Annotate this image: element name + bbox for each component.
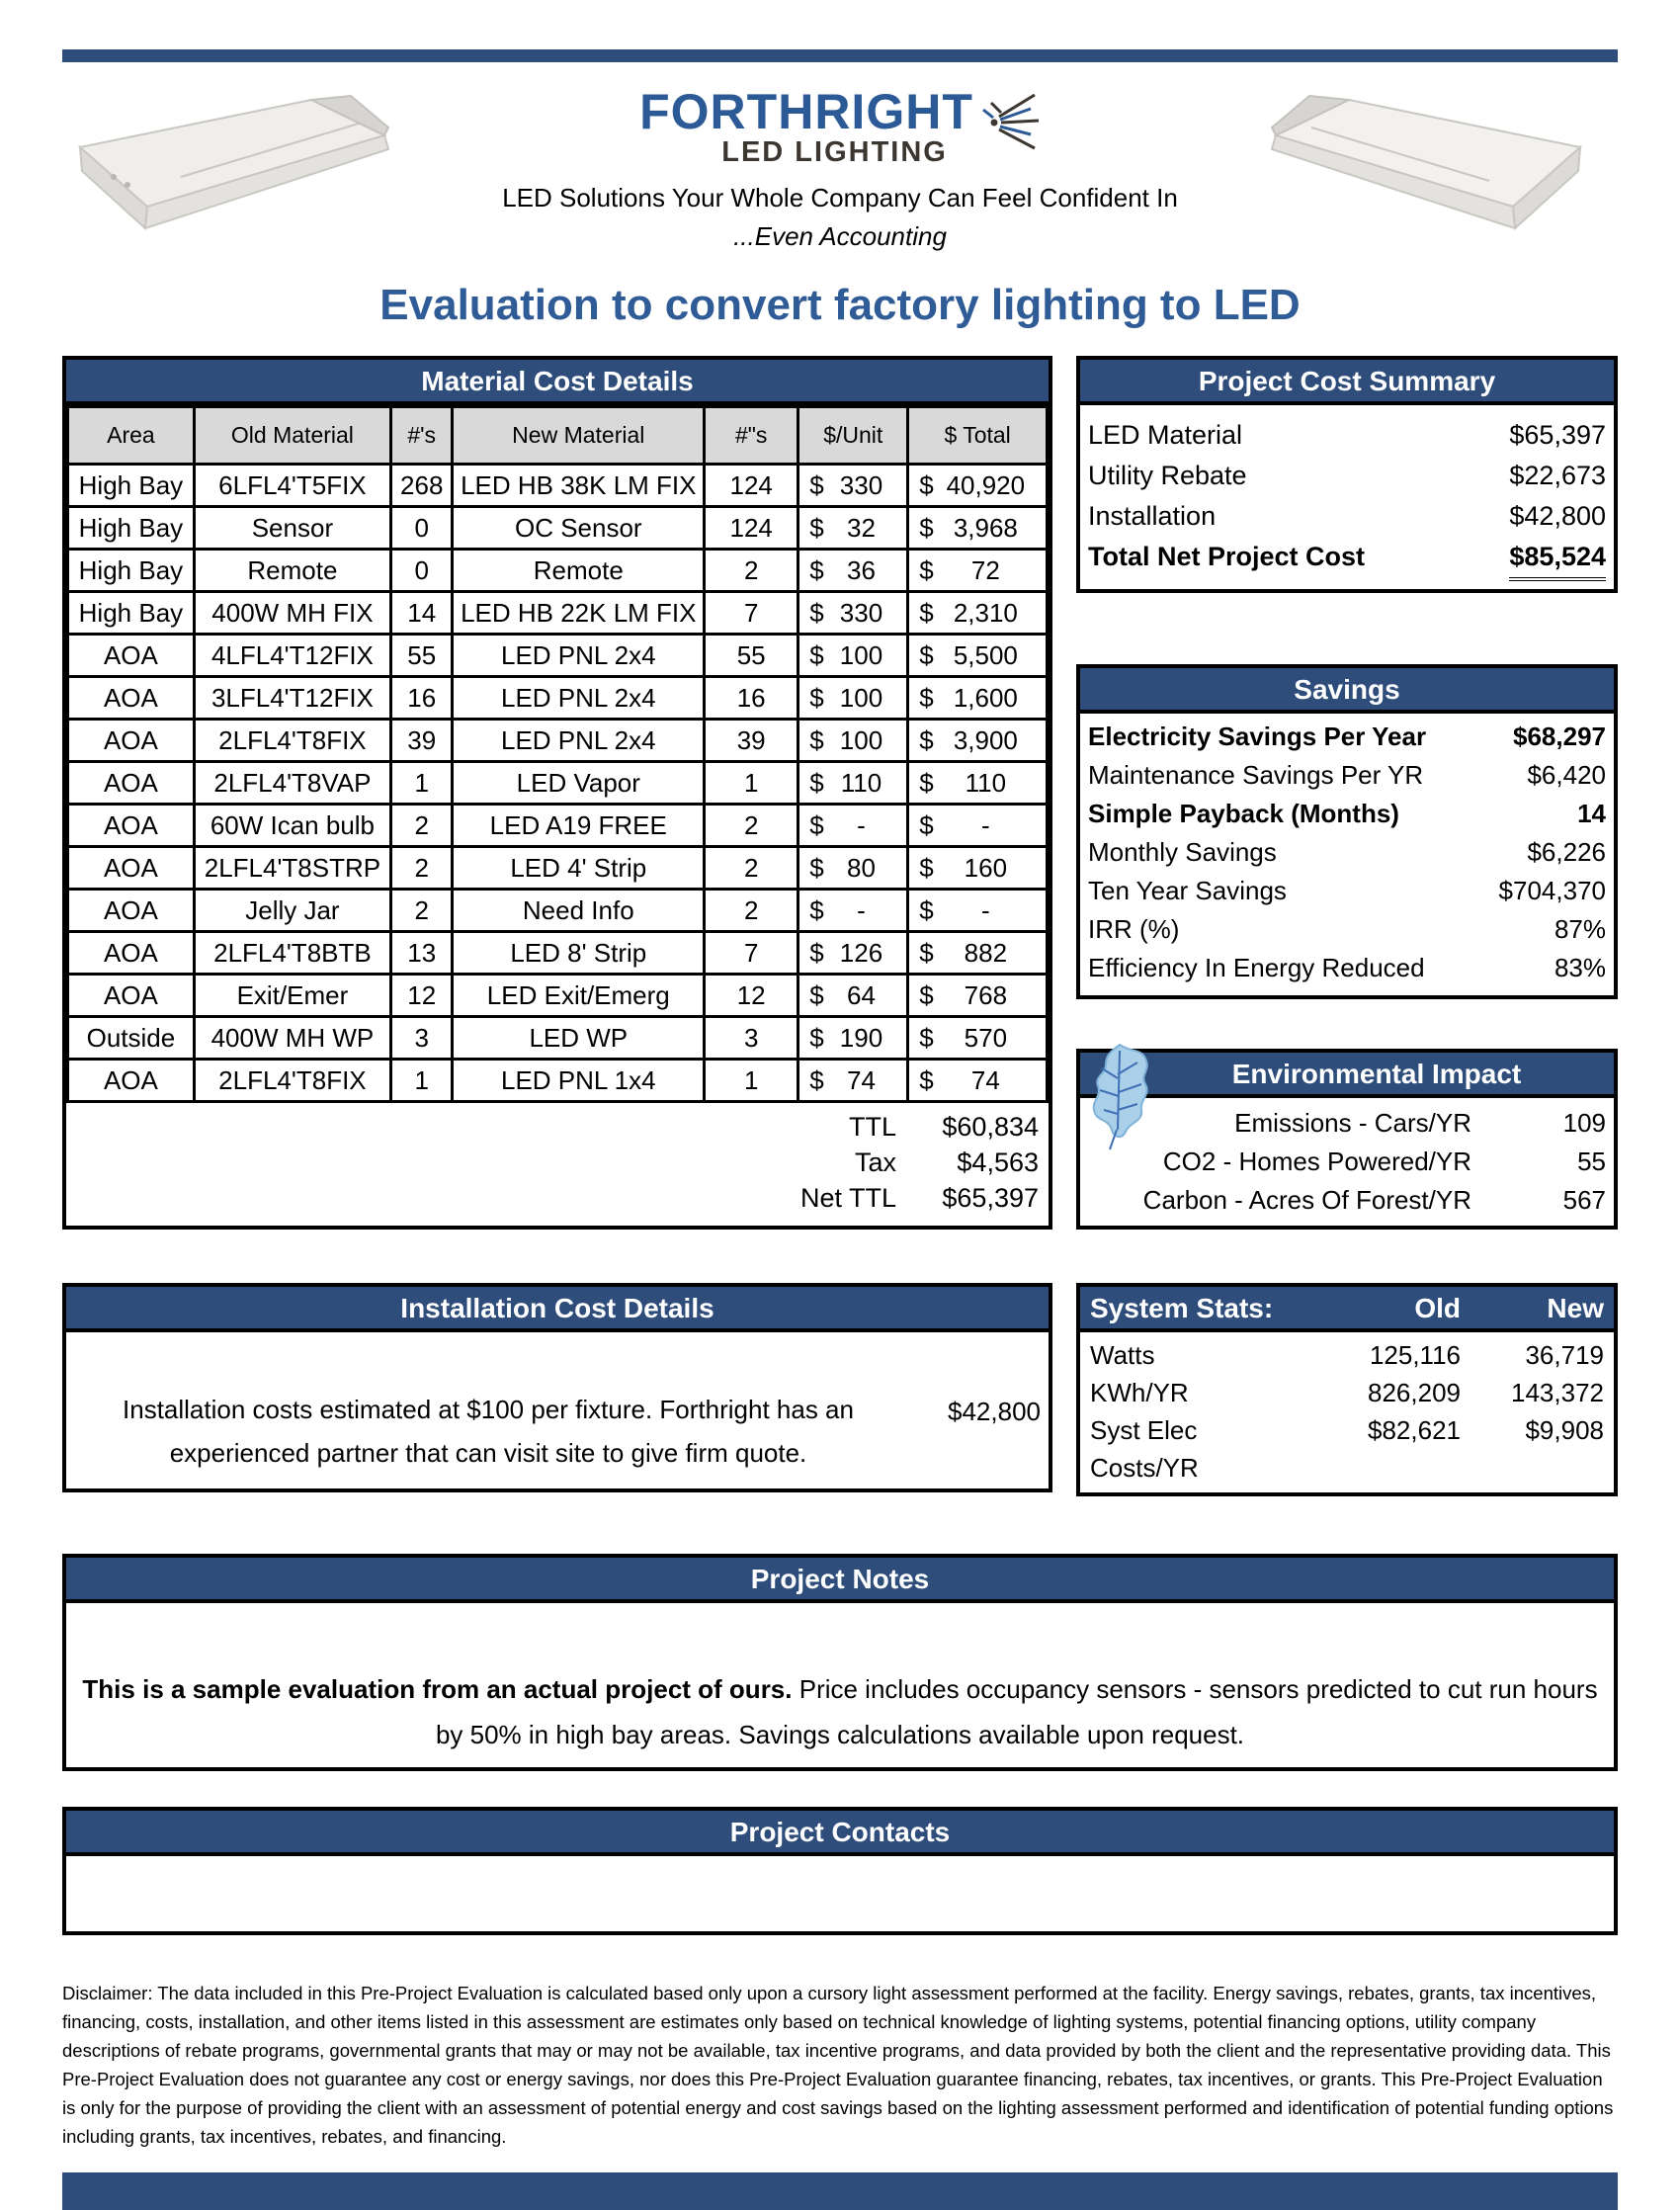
savings-row: [1088, 795, 1606, 833]
cell-new-qty: 2: [705, 847, 798, 890]
stat-old-value: 125,116: [1369, 1340, 1461, 1370]
material-cost-panel: [62, 356, 1052, 1230]
cell-old-qty: 268: [391, 465, 453, 507]
project-cost-summary-panel: [1076, 356, 1618, 593]
material-row: [68, 1017, 1048, 1060]
cell-new-material: LED 4' Strip: [453, 847, 705, 890]
cell-new-material: LED PNL 2x4: [453, 720, 705, 762]
cell-new-material: LED Exit/Emerg: [453, 975, 705, 1017]
cell-old-qty: 1: [391, 762, 453, 805]
cell-new-material: LED PNL 1x4: [453, 1060, 705, 1102]
cell-unit-price: [798, 1017, 908, 1060]
currency-symbol: $: [919, 469, 934, 500]
amount: 72: [970, 554, 1000, 585]
cell-old-material: Sensor: [194, 507, 390, 550]
installation-amount: $42,800: [948, 1397, 1041, 1426]
currency-symbol: $: [919, 809, 934, 840]
cell-old-material: 2LFL4'T8VAP: [194, 762, 390, 805]
cell-old-qty: 39: [391, 720, 453, 762]
cell-old-material: Jelly Jar: [194, 890, 390, 932]
cell-old-material: 400W MH FIX: [194, 592, 390, 635]
cell-area: High Bay: [68, 592, 195, 635]
bottom-divider: [62, 2172, 1618, 2210]
currency-symbol: $: [809, 1022, 824, 1053]
net-total-row: [66, 1180, 1045, 1216]
cell-total-price: [908, 465, 1048, 507]
material-row: [68, 975, 1048, 1017]
tax-row: [66, 1145, 1045, 1180]
currency-symbol: $: [919, 852, 934, 883]
system-stat-row: [1090, 1374, 1604, 1411]
cell-old-material: Exit/Emer: [194, 975, 390, 1017]
col-header-old: Old: [1414, 1293, 1461, 1323]
cell-old-material: 4LFL4'T12FIX: [194, 635, 390, 677]
environmental-row: [1088, 1181, 1606, 1220]
currency-symbol: $: [809, 937, 824, 968]
cell-unit-price: [798, 720, 908, 762]
cell-old-qty: 12: [391, 975, 453, 1017]
cell-total-price: [908, 890, 1048, 932]
savings-row: [1088, 756, 1606, 795]
amount: 100: [839, 724, 883, 755]
material-row: [68, 550, 1048, 592]
amount: 100: [839, 682, 883, 713]
environmental-value: 567: [1562, 1185, 1606, 1215]
material-row: [68, 805, 1048, 847]
cell-new-qty: 12: [705, 975, 798, 1017]
summary-total-row: [1088, 537, 1606, 581]
amount: 768: [964, 979, 1008, 1010]
project-notes-rest: Price includes occupancy sensors - sensors predicted to cut run hours by 50% in high bay areas. Savings calculations available upon request.: [435, 1674, 1598, 1749]
cell-total-price: [908, 762, 1048, 805]
cell-total-price: [908, 805, 1048, 847]
summary-total-label: Total Net Project Cost: [1088, 542, 1366, 571]
currency-symbol: $: [809, 767, 824, 798]
amount: -: [981, 809, 990, 840]
cell-unit-price: [798, 890, 908, 932]
led-fixture-photo-left: [62, 86, 398, 254]
col-header-unit-price: $/Unit: [798, 407, 908, 465]
environmental-row: [1088, 1104, 1606, 1143]
currency-symbol: $: [919, 597, 934, 628]
cell-area: AOA: [68, 847, 195, 890]
amount: 80: [847, 852, 876, 883]
amount: 160: [964, 852, 1008, 883]
stat-old-value: 826,209: [1368, 1378, 1461, 1407]
col-header-new-material: New Material: [453, 407, 705, 465]
material-cost-title: Material Cost Details: [66, 360, 1049, 405]
disclaimer-text: Disclaimer: The data included in this Pre-Project Evaluation is calculated based only upon a cursory light assessment performed at the facility. Energy savings, rebates, grants, tax incentives, financing, costs, installation, and other items listed in this assessment are estimates only based on technical knowledge of lighting systems, potential financing options, utility company descriptions of rebate programs, governmental grants that may or may not be available, tax incentive programs, and data provided by both the client and the representative providing data. This Pre-Project Evaluation does not guarantee any cost or energy savings, nor does this Pre-Project Evaluation guarantee financing, rebates, tax incentives, or grants. This Pre-Project Evaluation is only for the purpose of providing the client with an assessment of potential energy and cost savings based on the lighting assessment performed and identification of potential funding options including grants, tax incentives, rebates, and financing.: [62, 1983, 1614, 2147]
system-stats-panel: [1076, 1283, 1618, 1496]
currency-symbol: $: [919, 1022, 934, 1053]
currency-symbol: $: [809, 724, 824, 755]
system-stat-row: [1090, 1411, 1604, 1487]
cell-new-qty: 2: [705, 890, 798, 932]
currency-symbol: $: [919, 894, 934, 925]
savings-value: 14: [1577, 799, 1606, 828]
amount: 74: [847, 1064, 876, 1095]
cell-area: Outside: [68, 1017, 195, 1060]
project-contacts-panel: [62, 1807, 1618, 1935]
amount: 2,310: [953, 597, 1018, 628]
savings-label: Electricity Savings Per Year: [1088, 722, 1427, 751]
summary-label: Installation: [1088, 501, 1217, 531]
stat-new-value: 143,372: [1511, 1378, 1604, 1407]
cell-old-qty: 2: [391, 890, 453, 932]
summary-value: $42,800: [1509, 501, 1606, 531]
summary-row: [1088, 456, 1606, 496]
cell-unit-price: [798, 465, 908, 507]
stat-new-value: 36,719: [1525, 1340, 1604, 1370]
top-divider: [62, 49, 1618, 62]
currency-symbol: $: [809, 1064, 824, 1095]
material-row: [68, 677, 1048, 720]
cell-old-qty: 16: [391, 677, 453, 720]
cell-new-material: LED Vapor: [453, 762, 705, 805]
cell-new-qty: 3: [705, 1017, 798, 1060]
cell-new-qty: 16: [705, 677, 798, 720]
cell-total-price: [908, 677, 1048, 720]
material-table-body: [68, 465, 1048, 1102]
cell-area: AOA: [68, 720, 195, 762]
material-row: [68, 762, 1048, 805]
savings-value: $6,226: [1527, 837, 1606, 867]
cell-old-material: 400W MH WP: [194, 1017, 390, 1060]
material-row: [68, 635, 1048, 677]
stat-new-value: $9,908: [1525, 1415, 1604, 1445]
savings-title: Savings: [1080, 668, 1614, 714]
summary-row: [1088, 415, 1606, 456]
summary-value: $65,397: [1509, 420, 1606, 450]
total-value: $60,834: [942, 1112, 1039, 1142]
amount: 110: [965, 767, 1007, 798]
cell-total-price: [908, 932, 1048, 975]
cell-unit-price: [798, 932, 908, 975]
cell-new-qty: 1: [705, 762, 798, 805]
net-total-value: $65,397: [942, 1183, 1039, 1213]
system-stat-row: [1090, 1336, 1604, 1374]
col-header-new: New: [1547, 1293, 1604, 1323]
savings-value: $68,297: [1513, 722, 1606, 751]
tagline-accounting: ...Even Accounting: [733, 221, 947, 251]
project-contacts-title: Project Contacts: [66, 1811, 1614, 1856]
tax-value: $4,563: [957, 1148, 1039, 1177]
document-title: Evaluation to convert factory lighting to LED: [379, 281, 1301, 329]
amount: 74: [970, 1064, 1000, 1095]
cell-new-material: LED A19 FREE: [453, 805, 705, 847]
cell-area: AOA: [68, 635, 195, 677]
savings-row: [1088, 949, 1606, 987]
amount: 32: [847, 512, 876, 543]
cell-total-price: [908, 1060, 1048, 1102]
material-header-row: [68, 407, 1048, 465]
cell-new-material: LED PNL 2x4: [453, 635, 705, 677]
amount: 100: [839, 639, 883, 670]
currency-symbol: $: [809, 469, 824, 500]
currency-symbol: $: [809, 894, 824, 925]
material-row: [68, 720, 1048, 762]
amount: 3,900: [953, 724, 1018, 755]
cell-old-material: 6LFL4'T5FIX: [194, 465, 390, 507]
amount: 126: [839, 937, 883, 968]
cell-old-material: 60W Ican bulb: [194, 805, 390, 847]
cell-old-material: 2LFL4'T8FIX: [194, 720, 390, 762]
cell-total-price: [908, 550, 1048, 592]
col-header-area: Area: [68, 407, 195, 465]
cell-new-qty: 2: [705, 550, 798, 592]
col-header-old-material: Old Material: [194, 407, 390, 465]
currency-symbol: $: [809, 809, 824, 840]
cell-new-material: LED HB 38K LM FIX: [453, 465, 705, 507]
amount: 882: [964, 937, 1008, 968]
amount: 330: [839, 469, 883, 500]
cell-old-material: 2LFL4'T8BTB: [194, 932, 390, 975]
material-row: [68, 507, 1048, 550]
logo-block: [418, 84, 1262, 252]
amount: 40,920: [946, 469, 1026, 500]
amount: 190: [839, 1022, 883, 1053]
currency-symbol: $: [809, 597, 824, 628]
cell-old-qty: 3: [391, 1017, 453, 1060]
currency-symbol: $: [809, 682, 824, 713]
summary-row: [1088, 496, 1606, 537]
material-row: [68, 465, 1048, 507]
cell-old-material: 3LFL4'T12FIX: [194, 677, 390, 720]
cell-area: AOA: [68, 890, 195, 932]
amount: 36: [847, 554, 876, 585]
installation-note: Installation costs estimated at $100 per fixture. Forthright has an experienced partner that can visit site to give firm quote.: [123, 1395, 854, 1468]
summary-value: $22,673: [1509, 461, 1606, 490]
amount: -: [857, 894, 866, 925]
cell-old-qty: 0: [391, 507, 453, 550]
cell-area: AOA: [68, 932, 195, 975]
summary-label: LED Material: [1088, 420, 1243, 450]
cell-old-material: 2LFL4'T8FIX: [194, 1060, 390, 1102]
cell-unit-price: [798, 592, 908, 635]
material-row: [68, 1060, 1048, 1102]
cell-new-qty: 39: [705, 720, 798, 762]
cell-unit-price: [798, 805, 908, 847]
material-cost-table: [66, 405, 1049, 1103]
cell-new-material: LED WP: [453, 1017, 705, 1060]
cell-old-qty: 0: [391, 550, 453, 592]
cell-old-qty: 1: [391, 1060, 453, 1102]
system-stats-title: System Stats:: [1090, 1293, 1274, 1323]
savings-panel: [1076, 664, 1618, 999]
currency-symbol: $: [919, 639, 934, 670]
environmental-label: CO2 - Homes Powered/YR: [1162, 1147, 1471, 1176]
stat-old-value: $82,621: [1368, 1415, 1461, 1445]
cell-area: High Bay: [68, 507, 195, 550]
savings-label: Maintenance Savings Per YR: [1088, 760, 1424, 790]
project-cost-summary-title: Project Cost Summary: [1080, 360, 1614, 405]
savings-label: Efficiency In Energy Reduced: [1088, 953, 1425, 982]
environmental-label: Carbon - Acres Of Forest/YR: [1142, 1185, 1471, 1215]
amount: 110: [840, 767, 882, 798]
material-row: [68, 890, 1048, 932]
cell-area: AOA: [68, 762, 195, 805]
material-row: [68, 847, 1048, 890]
stat-label: Watts: [1090, 1340, 1155, 1370]
tax-label: Tax: [854, 1148, 896, 1177]
currency-symbol: $: [919, 979, 934, 1010]
summary-label: Utility Rebate: [1088, 461, 1247, 490]
col-header-old-qty: #'s: [391, 407, 453, 465]
savings-value: 83%: [1554, 953, 1606, 982]
cell-new-material: Need Info: [453, 890, 705, 932]
savings-label: Monthly Savings: [1088, 837, 1277, 867]
col-header-new-qty: #"s: [705, 407, 798, 465]
currency-symbol: $: [809, 979, 824, 1010]
currency-symbol: $: [919, 767, 934, 798]
savings-row: [1088, 718, 1606, 756]
cell-old-qty: 55: [391, 635, 453, 677]
currency-symbol: $: [809, 639, 824, 670]
project-notes-panel: [62, 1554, 1618, 1771]
environmental-impact-panel: [1076, 1049, 1618, 1230]
savings-row: [1088, 872, 1606, 910]
cell-unit-price: [798, 507, 908, 550]
stat-label: Syst Elec Costs/YR: [1090, 1415, 1199, 1483]
masthead: [62, 68, 1618, 271]
leaf-icon: [1082, 1039, 1159, 1155]
cell-new-qty: 7: [705, 592, 798, 635]
project-notes-bold: This is a sample evaluation from an actual project of ours.: [82, 1674, 793, 1704]
cell-old-qty: 13: [391, 932, 453, 975]
savings-value: $6,420: [1527, 760, 1606, 790]
cell-area: High Bay: [68, 465, 195, 507]
stat-label: KWh/YR: [1090, 1378, 1189, 1407]
cell-old-qty: 2: [391, 805, 453, 847]
project-contacts-body: [66, 1856, 1614, 1931]
cell-old-material: 2LFL4'T8STRP: [194, 847, 390, 890]
environmental-impact-title: Environmental Impact: [1080, 1053, 1614, 1098]
cell-total-price: [908, 720, 1048, 762]
project-notes-text: [76, 1666, 1604, 1757]
cell-unit-price: [798, 677, 908, 720]
cell-total-price: [908, 1017, 1048, 1060]
cell-area: AOA: [68, 805, 195, 847]
project-notes-title: Project Notes: [66, 1558, 1614, 1603]
amount: -: [857, 809, 866, 840]
total-row: [66, 1109, 1045, 1145]
currency-symbol: $: [919, 554, 934, 585]
material-row: [68, 592, 1048, 635]
currency-symbol: $: [809, 512, 824, 543]
cell-total-price: [908, 635, 1048, 677]
amount: 1,600: [953, 682, 1018, 713]
col-header-total-price: $ Total: [908, 407, 1048, 465]
cell-new-qty: 55: [705, 635, 798, 677]
savings-label: Ten Year Savings: [1088, 876, 1287, 905]
brand-name: FORTHRIGHT: [639, 84, 973, 139]
cell-unit-price: [798, 975, 908, 1017]
installation-cost-panel: [62, 1283, 1052, 1492]
amount: -: [981, 894, 990, 925]
cell-area: AOA: [68, 1060, 195, 1102]
material-totals: [66, 1103, 1049, 1226]
currency-symbol: $: [919, 1064, 934, 1095]
environmental-label: Emissions - Cars/YR: [1234, 1108, 1471, 1138]
environmental-value: 55: [1577, 1147, 1606, 1176]
cell-new-material: LED HB 22K LM FIX: [453, 592, 705, 635]
environmental-row: [1088, 1143, 1606, 1181]
cell-total-price: [908, 975, 1048, 1017]
savings-row: [1088, 833, 1606, 872]
amount: 570: [964, 1022, 1008, 1053]
cell-total-price: [908, 507, 1048, 550]
cell-new-material: Remote: [453, 550, 705, 592]
currency-symbol: $: [919, 682, 934, 713]
cell-unit-price: [798, 550, 908, 592]
savings-label: Simple Payback (Months): [1088, 799, 1399, 828]
cell-new-qty: 124: [705, 465, 798, 507]
amount: 64: [847, 979, 876, 1010]
cell-old-material: Remote: [194, 550, 390, 592]
cell-total-price: [908, 592, 1048, 635]
environmental-value: 109: [1562, 1108, 1606, 1138]
currency-symbol: $: [809, 852, 824, 883]
brand-subtitle: LED LIGHTING: [721, 136, 948, 168]
light-rays-icon: [977, 87, 1041, 152]
currency-symbol: $: [919, 724, 934, 755]
savings-row: [1088, 910, 1606, 949]
cell-unit-price: [798, 635, 908, 677]
currency-symbol: $: [919, 937, 934, 968]
cell-new-material: LED 8' Strip: [453, 932, 705, 975]
right-column: [1076, 356, 1618, 1230]
cell-area: High Bay: [68, 550, 195, 592]
savings-value: $704,370: [1498, 876, 1606, 905]
cell-new-qty: 2: [705, 805, 798, 847]
cell-new-qty: 1: [705, 1060, 798, 1102]
net-total-label: Net TTL: [799, 1183, 896, 1213]
amount: 330: [839, 597, 883, 628]
cell-old-qty: 14: [391, 592, 453, 635]
amount: 5,500: [953, 639, 1018, 670]
amount: 3,968: [953, 512, 1018, 543]
cell-unit-price: [798, 1060, 908, 1102]
cell-total-price: [908, 847, 1048, 890]
cell-new-qty: 7: [705, 932, 798, 975]
cell-new-material: OC Sensor: [453, 507, 705, 550]
summary-total-value: $85,524: [1509, 537, 1606, 581]
installation-cost-title: Installation Cost Details: [66, 1287, 1049, 1332]
cell-unit-price: [798, 762, 908, 805]
cell-area: AOA: [68, 975, 195, 1017]
savings-value: 87%: [1554, 914, 1606, 944]
currency-symbol: $: [809, 554, 824, 585]
led-fixture-photo-right: [1262, 86, 1598, 254]
cell-new-qty: 124: [705, 507, 798, 550]
total-label: TTL: [848, 1112, 896, 1142]
cell-new-material: LED PNL 2x4: [453, 677, 705, 720]
savings-label: IRR (%): [1088, 914, 1180, 944]
cell-unit-price: [798, 847, 908, 890]
material-row: [68, 932, 1048, 975]
currency-symbol: $: [919, 512, 934, 543]
cell-old-qty: 2: [391, 847, 453, 890]
cell-area: AOA: [68, 677, 195, 720]
logo-wordmark: [639, 84, 973, 168]
tagline: LED Solutions Your Whole Company Can Feel Confident In: [502, 183, 1178, 212]
system-stats-header: [1080, 1287, 1614, 1332]
